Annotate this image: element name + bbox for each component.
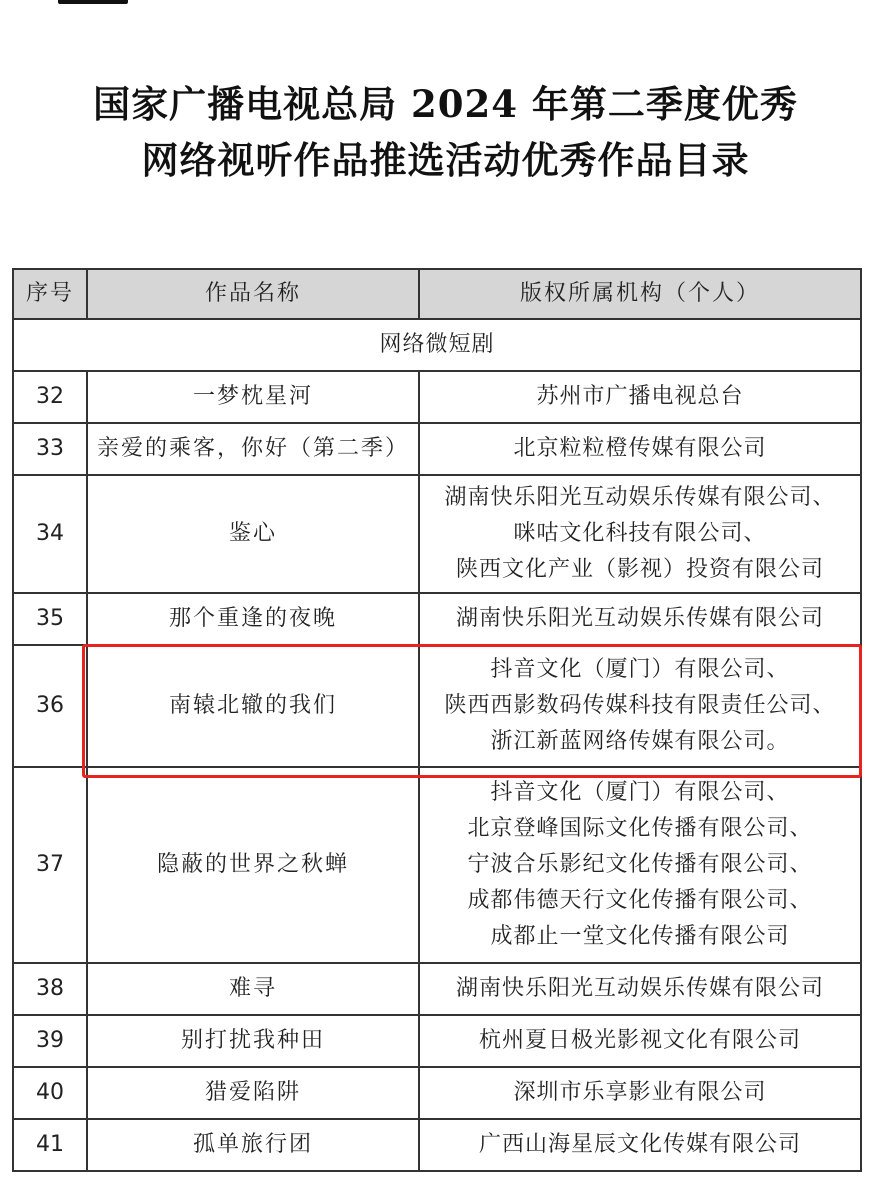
table-row	[13, 1015, 861, 1067]
table-row	[13, 645, 861, 767]
work-title: 那个重逢的夜晚	[87, 593, 419, 645]
owner-line: 成都伟德天行文化传播有限公司、	[467, 888, 813, 913]
row-number: 37	[13, 767, 87, 963]
table-header-row	[13, 269, 861, 319]
document-title	[0, 76, 891, 188]
table-row	[13, 767, 861, 963]
owner-line: 北京登峰国际文化传播有限公司、	[467, 816, 813, 841]
copyright-owner	[419, 1119, 861, 1171]
cropped-header-mark	[58, 0, 128, 4]
copyright-owner	[419, 423, 861, 475]
copyright-owner	[419, 593, 861, 645]
work-title: 孤单旅行团	[87, 1119, 419, 1171]
table-row	[13, 423, 861, 475]
owner-line: 广西山海星辰文化传媒有限公司	[478, 1132, 801, 1157]
copyright-owner	[419, 475, 861, 593]
table-row	[13, 1119, 861, 1171]
copyright-owner	[419, 767, 861, 963]
owner-line: 深圳市乐享影业有限公司	[513, 1080, 767, 1105]
work-title: 别打扰我种田	[87, 1015, 419, 1067]
copyright-owner	[419, 1067, 861, 1119]
owner-line: 湖南快乐阳光互动娱乐传媒有限公司	[455, 606, 824, 631]
section-label: 网络微短剧	[13, 319, 861, 371]
work-title: 南辕北辙的我们	[87, 645, 419, 767]
owner-line: 成都止一堂文化传播有限公司	[490, 924, 790, 949]
owner-line: 苏州市广播电视总台	[536, 384, 744, 409]
table-row	[13, 371, 861, 423]
owner-line: 浙江新蓝网络传媒有限公司。	[490, 729, 790, 754]
copyright-owner	[419, 1015, 861, 1067]
row-number: 39	[13, 1015, 87, 1067]
table-row	[13, 963, 861, 1015]
table-row	[13, 1067, 861, 1119]
work-title: 猎爱陷阱	[87, 1067, 419, 1119]
work-title: 难寻	[87, 963, 419, 1015]
work-title: 亲爱的乘客，你好（第二季）	[87, 423, 419, 475]
copyright-owner	[419, 963, 861, 1015]
header-title: 作品名称	[87, 269, 419, 319]
row-number: 36	[13, 645, 87, 767]
header-owner: 版权所属机构（个人）	[419, 269, 861, 319]
row-number: 40	[13, 1067, 87, 1119]
section-row	[13, 319, 861, 371]
work-title: 隐蔽的世界之秋蝉	[87, 767, 419, 963]
row-number: 33	[13, 423, 87, 475]
owner-line: 湖南快乐阳光互动娱乐传媒有限公司	[455, 976, 824, 1001]
owner-line: 抖音文化（厦门）有限公司、	[490, 780, 790, 805]
title-line-1: 国家广播电视总局 2024 年第二季度优秀	[93, 82, 798, 126]
work-title: 一梦枕星河	[87, 371, 419, 423]
row-number: 41	[13, 1119, 87, 1171]
owner-line: 北京粒粒橙传媒有限公司	[513, 436, 767, 461]
table-row	[13, 475, 861, 593]
table-row	[13, 593, 861, 645]
owner-line: 宁波合乐影纪文化传播有限公司、	[467, 852, 813, 877]
owner-line: 杭州夏日极光影视文化有限公司	[478, 1028, 801, 1053]
owner-line: 陕西西影数码传媒科技有限责任公司、	[444, 693, 836, 718]
copyright-owner	[419, 645, 861, 767]
owner-line: 陕西文化产业（影视）投资有限公司	[455, 557, 824, 582]
header-no: 序号	[13, 269, 87, 319]
row-number: 35	[13, 593, 87, 645]
owner-line: 抖音文化（厦门）有限公司、	[490, 657, 790, 682]
work-title: 鉴心	[87, 475, 419, 593]
owner-line: 湖南快乐阳光互动娱乐传媒有限公司、	[444, 485, 836, 510]
owner-line: 咪咕文化科技有限公司、	[513, 521, 767, 546]
copyright-owner	[419, 371, 861, 423]
title-line-2: 网络视听作品推选活动优秀作品目录	[141, 138, 750, 182]
row-number: 38	[13, 963, 87, 1015]
works-table	[12, 268, 862, 1172]
row-number: 34	[13, 475, 87, 593]
row-number: 32	[13, 371, 87, 423]
